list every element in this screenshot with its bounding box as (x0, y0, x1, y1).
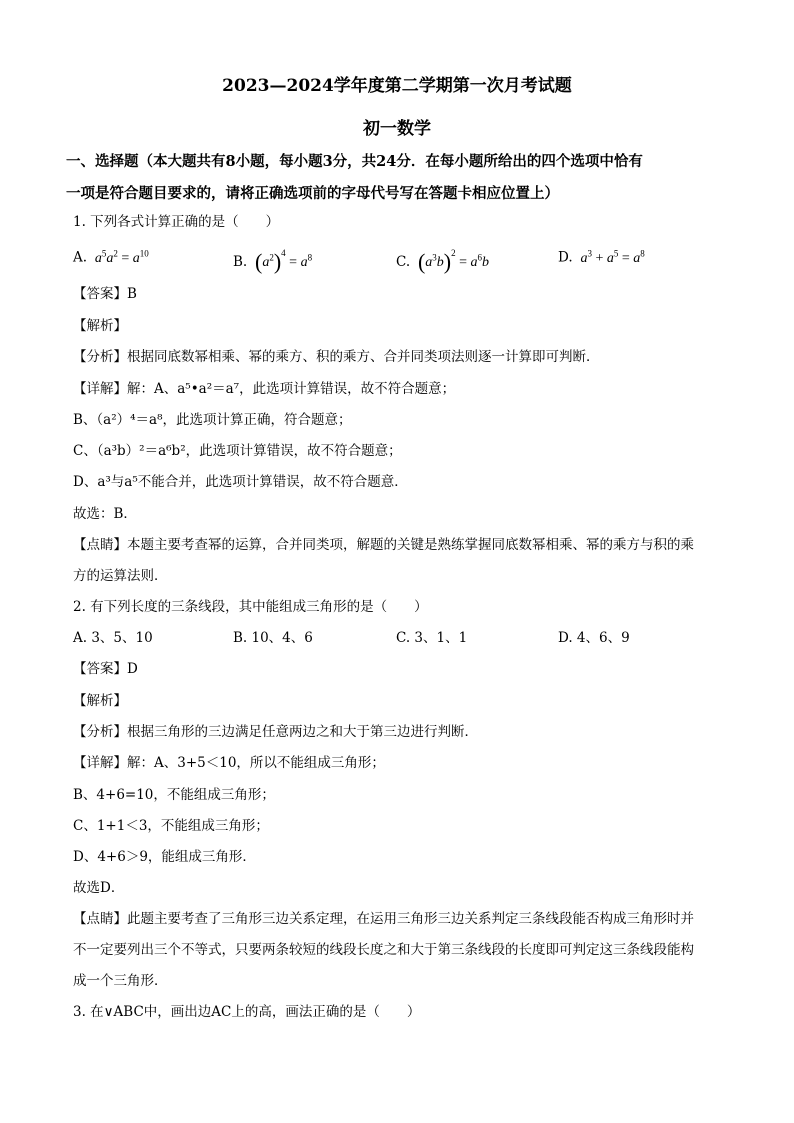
q1-option-c-label: C. (396, 254, 411, 270)
q1-option-a-formula: $a^5a^2 = a^{10}$ (91, 248, 149, 266)
q2-analysis: 【分析】根据三角形的三边满足任意两边之和大于第三边进行判断． (73, 724, 478, 740)
q1-option-d-formula: $a^3 + a^5 = a^8$ (576, 248, 645, 266)
q2-detail-d: D、4+6＞9，能组成三角形． (73, 849, 256, 865)
q1-option-c (396, 248, 489, 275)
q1-option-a (73, 248, 149, 267)
q1-option-c-formula: $(a^3b)^2 = a^6b$ (417, 248, 489, 274)
q1-answer: 【答案】B (73, 286, 137, 302)
q2-choose: 故选D． (73, 880, 125, 896)
q2-detail-a: 【详解】解：A、3+5＜10，所以不能组成三角形； (73, 755, 385, 771)
q1-option-a-label: A. (73, 249, 88, 266)
q1-comment-line2: 方的运算法则． (73, 568, 168, 584)
q1-option-b-label: B. (233, 254, 248, 270)
q2-comment-line1: 【点睛】此题主要考查了三角形三边关系定理，在运用三角形三边关系判定三条线段能否构成三角形时并 (73, 911, 694, 927)
q2-comment-line2: 不一定要列出三个不等式，只要两条较短的线段长度之和大于第三条线段的长度即可判定这三条线段能构 (73, 942, 694, 958)
q1-analysis: 【分析】根据同底数幂相乘、幂的乘方、积的乘方、合并同类项法则逐一计算即可判断． (73, 349, 600, 365)
q2-option-d: D. 4、6、9 (558, 630, 630, 646)
q1-option-d-label: D. (558, 249, 573, 266)
q1-detail-c: C、（a³b）²＝a⁶b²，此选项计算错误，故不符合题意； (73, 443, 402, 459)
section-heading-line1: 一、选择题（本大题共有8小题，每小题3分，共24分．在每小题所给出的四个选项中恰有 (66, 153, 643, 170)
q2-answer: 【答案】D (73, 661, 138, 677)
q1-detail-d: D、a³与a⁵不能合并，此选项计算错误，故不符合题意． (73, 474, 408, 490)
page-title: 2023—2024学年度第二学期第一次月考试题 (222, 76, 572, 96)
q1-detail-a: 【详解】解：A、a⁵•a²＝a⁷，此选项计算错误，故不符合题意； (73, 381, 456, 397)
q1-detail-b: B、（a²）⁴＝a⁸，此选项计算正确，符合题意； (73, 412, 352, 428)
q2-jiexi: 【解析】 (73, 693, 127, 709)
q3-stem: 3. 在∨ABC中，画出边AC上的高，画法正确的是（ ） (73, 1004, 421, 1020)
q1-option-b (233, 248, 312, 275)
q1-jiexi: 【解析】 (73, 318, 127, 334)
q2-option-c: C. 3、1、1 (396, 630, 468, 646)
q1-comment-line1: 【点睛】本题主要考查幂的运算，合并同类项，解题的关键是熟练掌握同底数幂相乘、幂的乘方与积的乘 (73, 537, 694, 553)
q2-detail-c: C、1+1＜3，不能组成三角形； (73, 818, 269, 834)
q2-option-a: A. 3、5、10 (73, 630, 153, 646)
q2-option-b: B. 10、4、6 (233, 630, 313, 646)
q1-choose: 故选：B． (73, 506, 137, 522)
page-subtitle: 初一数学 (363, 119, 431, 139)
q1-option-b-formula: $(a^2)^4 = a^8$ (255, 248, 313, 274)
section-heading-line2: 一项是符合题目要求的，请将正确选项前的字母代号写在答题卡相应位置上） (66, 185, 559, 202)
q2-stem: 2. 有下列长度的三条线段，其中能组成三角形的是（ ） (73, 599, 428, 615)
q2-detail-b: B、4+6=10，不能组成三角形； (73, 787, 275, 803)
q1-stem: 1. 下列各式计算正确的是（ ） (73, 214, 280, 230)
q1-option-d (558, 248, 645, 267)
q2-comment-line3: 成一个三角形． (73, 973, 168, 989)
